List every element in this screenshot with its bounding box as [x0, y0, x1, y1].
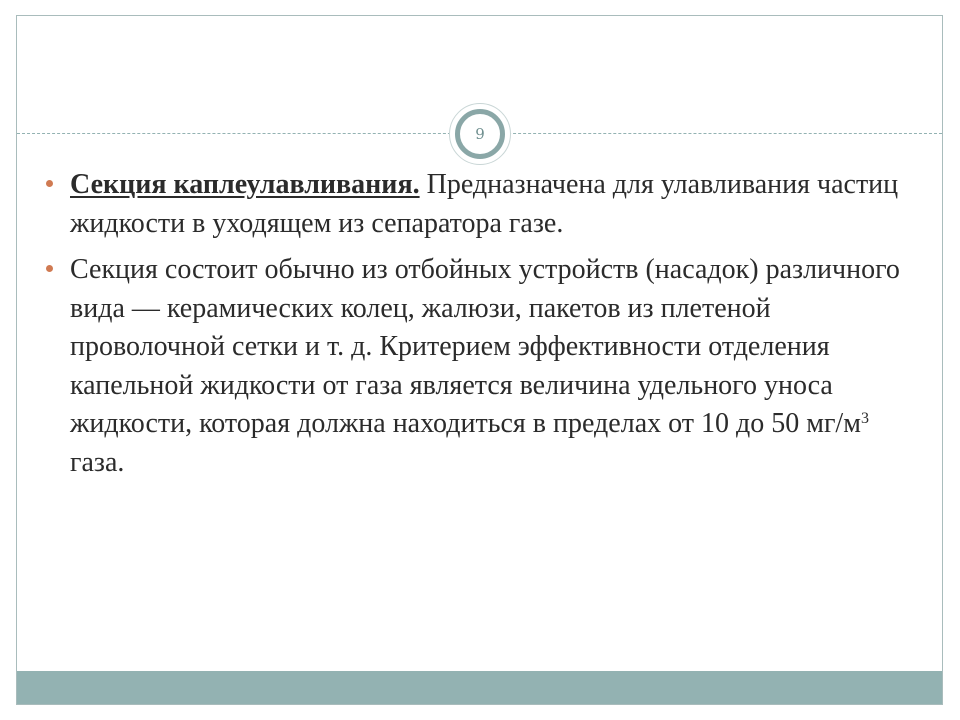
- bullet-body-text: Секция состоит обычно из отбойных устройств (насадок) различного вида — керамических колец, жалюзи, пакетов из плетеной проволочной сетки и т. д. Критерием эффективности отделения капельной жидкости от газа является величина удельного уноса жидкости, которая должна находиться в пределах от 10 до 50 мг/м: [70, 254, 900, 439]
- bullet-item-2: [46, 251, 916, 482]
- superscript-three: 3: [860, 410, 869, 427]
- bullet-lead-text: Секция каплеулавливания.: [70, 169, 420, 200]
- footer-band: [17, 671, 942, 704]
- bullet-body-text: Предназначена для улавливания частиц жидкости в уходящем из сепаратора газе.: [70, 169, 899, 239]
- page-number: 9: [475, 125, 485, 143]
- bullet-dot-icon: [46, 180, 53, 187]
- bullet-item-1: [46, 166, 916, 243]
- bullet-dot-icon: [46, 265, 53, 272]
- bullet-list: [46, 166, 916, 490]
- bullet-body-tail: газа.: [70, 446, 125, 478]
